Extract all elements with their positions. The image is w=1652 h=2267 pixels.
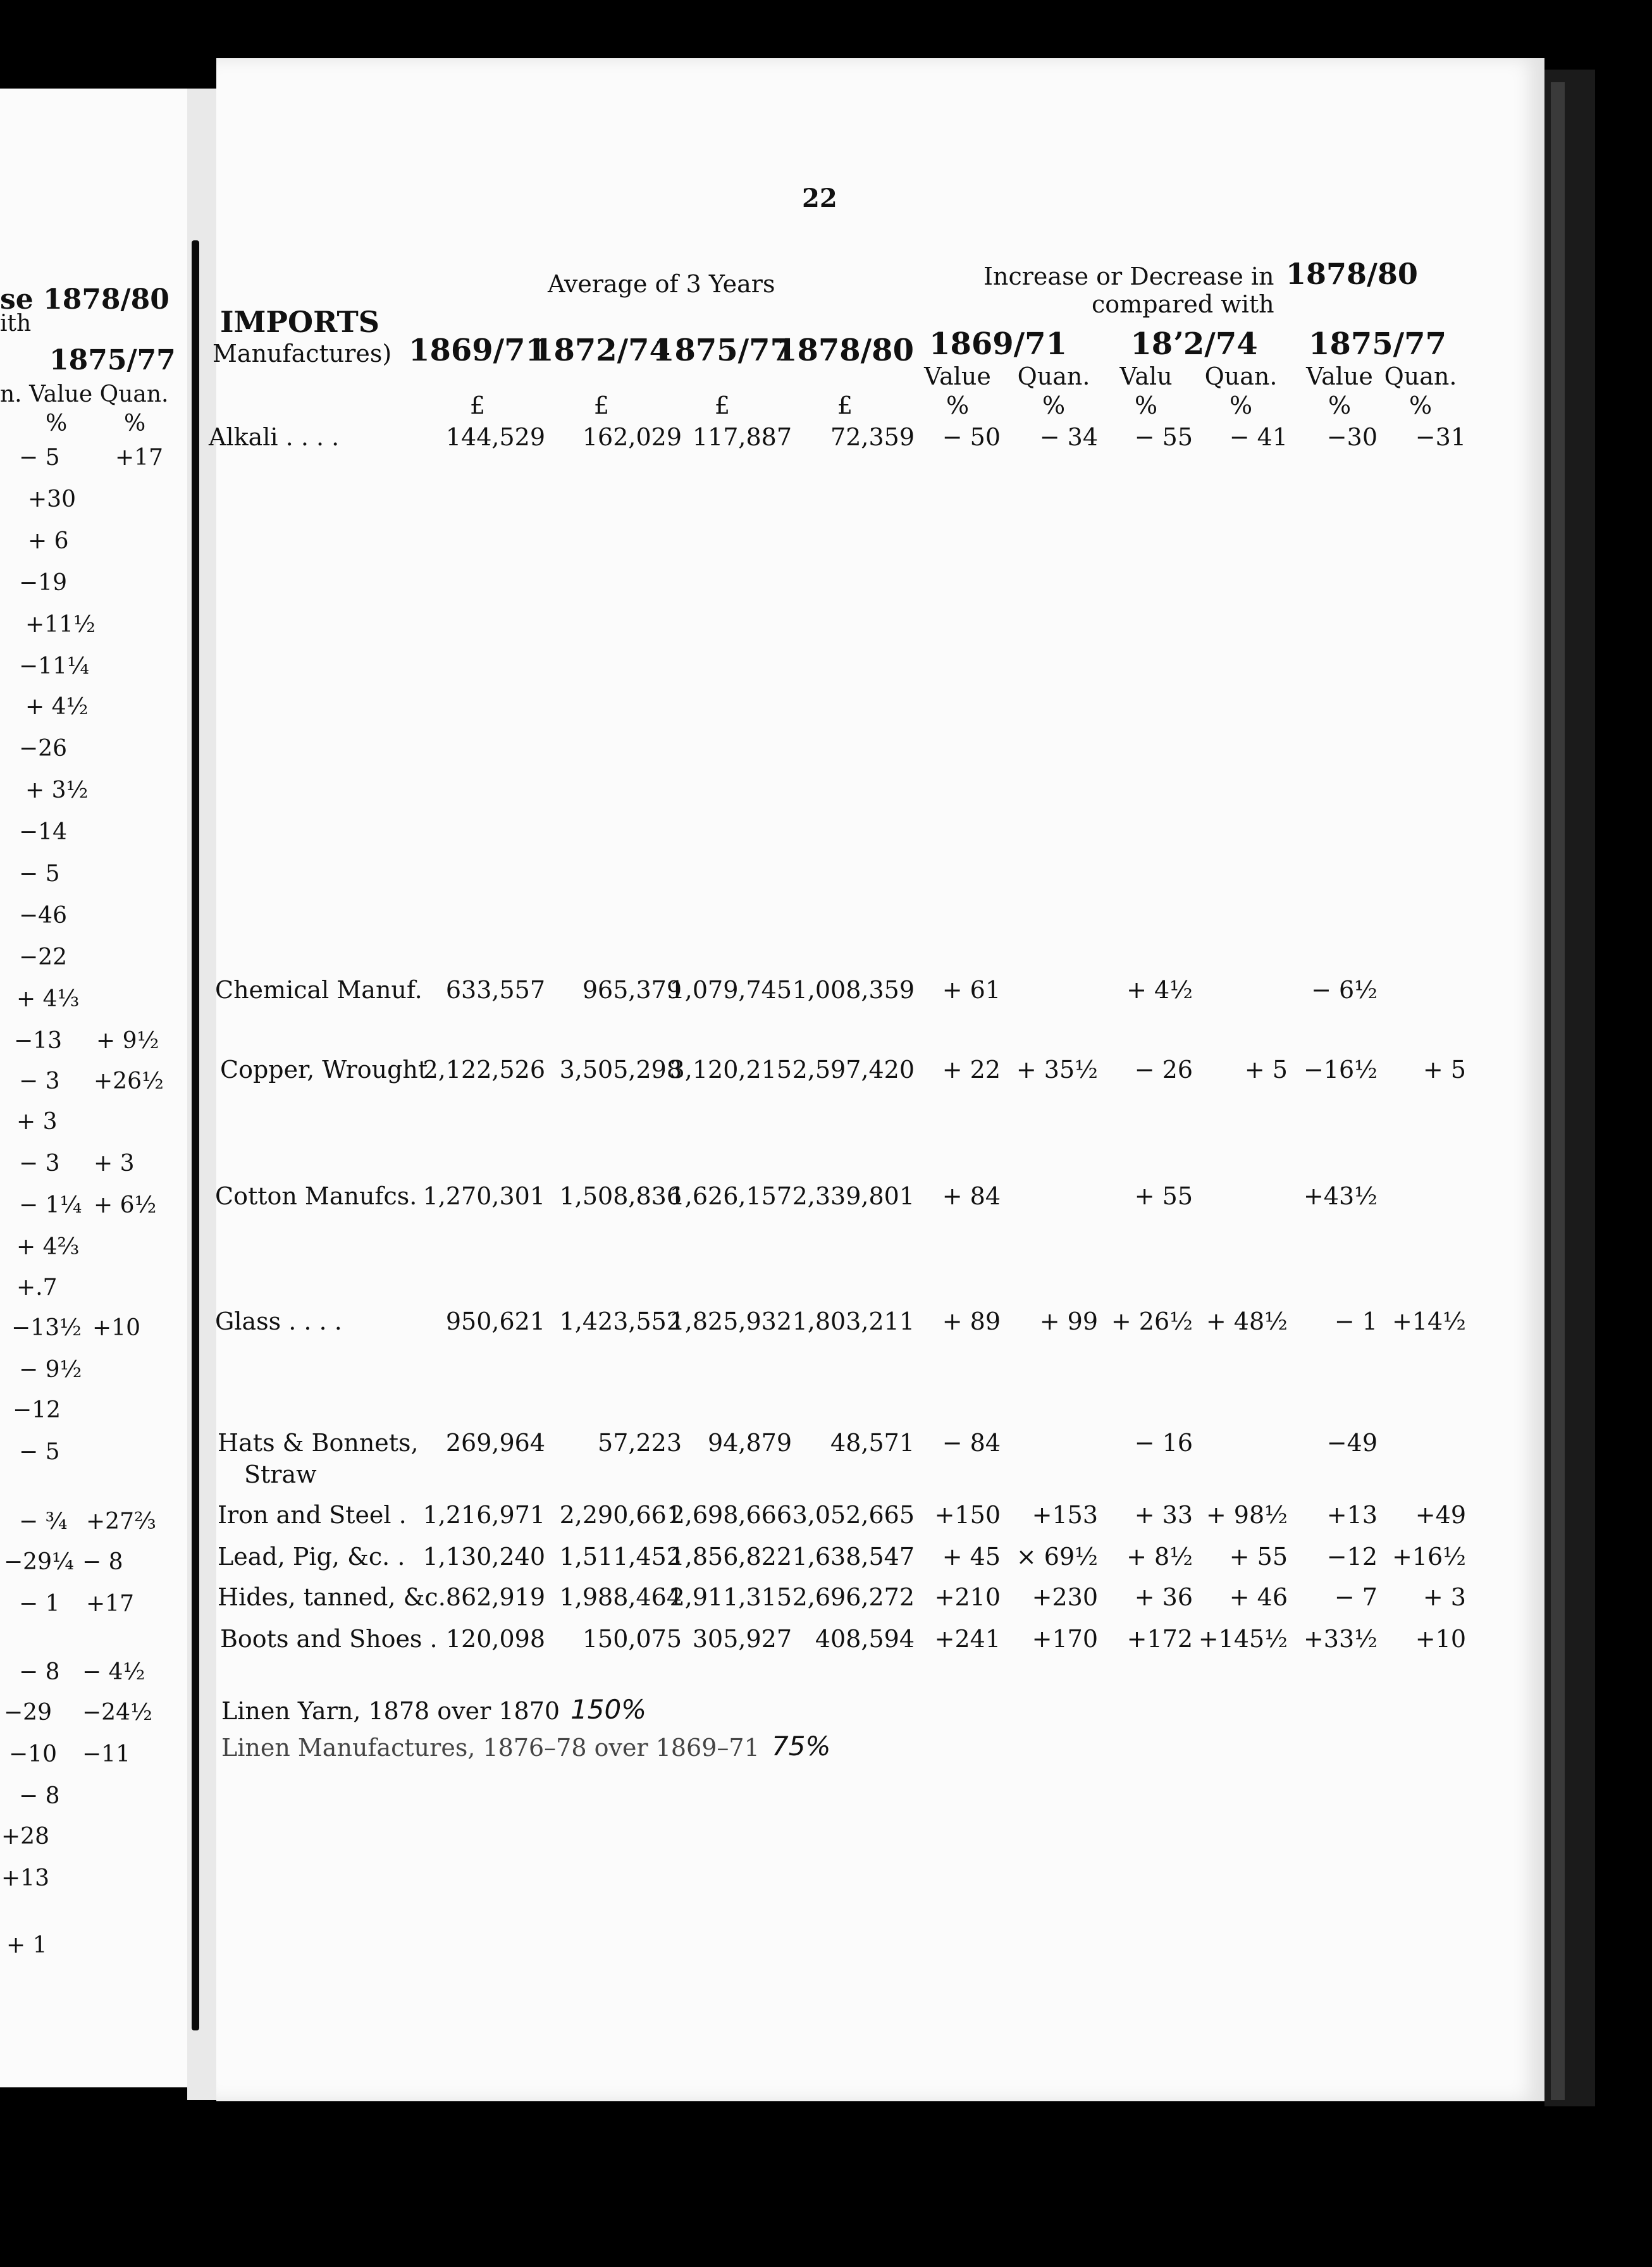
row-value: 1,638,547 (792, 1543, 915, 1571)
row-value: 269,964 (445, 1429, 545, 1457)
value-quan-header: Quan. (1204, 362, 1278, 390)
row-value: 162,029 (582, 423, 682, 451)
row-value: 862,919 (445, 1583, 545, 1611)
row-change: −49 (1326, 1429, 1378, 1457)
row-value: 3,505,298 (559, 1056, 682, 1084)
left-pct-quan: % (124, 411, 146, 436)
left-value: − 8 (19, 1659, 60, 1685)
row-value: 1,626,157 (669, 1182, 792, 1210)
left-value: −11¼ (19, 653, 89, 679)
row-value: 2,122,526 (422, 1056, 545, 1084)
compare-period-header: 1875/77 (1309, 326, 1446, 362)
left-quan: + 6½ (94, 1192, 157, 1218)
row-change: + 48½ (1205, 1307, 1288, 1335)
note-text: Linen Manufactures, 1876–78 over 1869–71 (221, 1734, 760, 1762)
row-value: 57,223 (598, 1429, 682, 1457)
row-change: −16½ (1303, 1056, 1378, 1084)
left-value: − 3 (19, 1068, 60, 1094)
row-value: 2,698,666 (669, 1501, 792, 1529)
row-change: − 6½ (1311, 976, 1378, 1004)
row-change: +43½ (1303, 1182, 1378, 1210)
row-change: +16½ (1391, 1543, 1466, 1571)
value-quan-header: Quan. (1017, 362, 1090, 390)
left-value: +11½ (25, 612, 96, 638)
value-quan-header: Value (1306, 362, 1373, 390)
left-pct-value: % (46, 411, 68, 436)
row-change: +33½ (1303, 1625, 1378, 1653)
row-change: +10 (1415, 1625, 1466, 1653)
left-value: + 4⅓ (16, 986, 80, 1012)
imports-subtitle: Manufactures) (213, 340, 392, 368)
row-change: +210 (934, 1583, 1001, 1611)
row-value: 2,696,272 (792, 1583, 915, 1611)
page-edge-inner (1551, 82, 1565, 2100)
percent-sign: % (1409, 392, 1433, 419)
row-value: 2,290,661 (559, 1501, 682, 1529)
pound-sign: £ (593, 392, 610, 419)
row-label-2: Straw (244, 1461, 317, 1488)
page-number: 22 (802, 183, 837, 213)
left-value: −14 (19, 819, 67, 845)
left-value: +13 (1, 1865, 49, 1891)
percent-sign: % (1134, 392, 1158, 419)
row-value: 94,879 (708, 1429, 792, 1457)
row-change: +170 (1032, 1625, 1098, 1653)
left-value: −26 (19, 736, 67, 762)
left-value: −46 (19, 903, 67, 929)
period-header: 1872/74 (533, 333, 670, 368)
left-value: + 3 (16, 1109, 58, 1135)
binding-thread (192, 240, 199, 2030)
row-value: 48,571 (830, 1429, 915, 1457)
row-change: + 35½ (1016, 1056, 1098, 1084)
row-value: 144,529 (445, 423, 545, 451)
left-value: −13½ (11, 1315, 82, 1341)
left-value: + 4½ (25, 694, 89, 720)
row-value: 305,927 (692, 1625, 792, 1653)
left-quan: − 4½ (82, 1659, 145, 1685)
row-label: Boots and Shoes . (220, 1625, 438, 1653)
percent-sign: % (946, 392, 970, 419)
row-change: +150 (934, 1501, 1001, 1529)
row-label: Lead, Pig, &c. . (218, 1543, 405, 1571)
row-value: 1,270,301 (422, 1182, 545, 1210)
left-value: −12 (13, 1397, 61, 1423)
row-change: + 99 (1039, 1307, 1098, 1335)
row-change: − 84 (942, 1429, 1001, 1457)
row-value: 1,856,822 (669, 1543, 792, 1571)
row-change: + 8½ (1126, 1543, 1193, 1571)
row-value: 950,621 (445, 1307, 545, 1335)
left-value: − 1¼ (19, 1192, 82, 1218)
row-change: − 34 (1039, 423, 1098, 451)
left-value: − 3 (19, 1151, 60, 1177)
left-value: −19 (19, 570, 67, 596)
left-quan: +17 (115, 445, 163, 471)
row-change: + 89 (942, 1307, 1001, 1335)
row-change: −30 (1326, 423, 1378, 451)
row-value: 3,052,665 (792, 1501, 915, 1529)
row-label: Copper, Wrought (220, 1056, 428, 1084)
left-quan: +10 (92, 1315, 140, 1341)
value-quan-header: Quan. (1384, 362, 1457, 390)
row-change: + 55 (1229, 1543, 1288, 1571)
left-value: −10 (9, 1741, 57, 1767)
left-quan: +26½ (94, 1068, 164, 1094)
row-value: 117,887 (692, 423, 792, 451)
left-value: − 5 (19, 861, 60, 887)
row-change: −31 (1415, 423, 1466, 451)
average-label: Average of 3 Years (548, 270, 775, 298)
row-value: 2,339,801 (792, 1182, 915, 1210)
row-change: + 55 (1134, 1182, 1193, 1210)
row-change: − 1 (1334, 1307, 1378, 1335)
value-quan-header: Valu (1119, 362, 1173, 390)
row-change: +230 (1032, 1583, 1098, 1611)
left-header-4: n. Value Quan. (0, 381, 169, 407)
left-quan: −11 (82, 1741, 130, 1767)
left-quan: −24½ (82, 1700, 152, 1726)
row-change: + 4½ (1126, 976, 1193, 1004)
row-change: +14½ (1391, 1307, 1466, 1335)
row-label: Glass . . . . (215, 1307, 342, 1335)
row-value: 2,911,315 (669, 1583, 792, 1611)
row-change: − 16 (1134, 1429, 1193, 1457)
left-value: + 1 (6, 1932, 47, 1958)
row-value: 1,508,836 (559, 1182, 682, 1210)
row-value: 1,803,211 (792, 1307, 915, 1335)
row-label: Iron and Steel . (218, 1501, 407, 1529)
left-value: − 1 (19, 1591, 60, 1617)
row-change: +241 (934, 1625, 1001, 1653)
left-quan: − 8 (82, 1549, 123, 1575)
row-label: Chemical Manuf. (215, 976, 422, 1004)
left-value: − 5 (19, 1439, 60, 1465)
row-change: + 26½ (1111, 1307, 1193, 1335)
pound-sign: £ (714, 392, 730, 419)
percent-sign: % (1328, 392, 1352, 419)
row-change: − 26 (1134, 1056, 1193, 1084)
row-value: 1,008,359 (792, 976, 915, 1004)
compare-period-header: 18ʼ2/74 (1130, 326, 1258, 362)
left-quan: + 3 (94, 1151, 135, 1177)
row-value: 1,423,552 (559, 1307, 682, 1335)
left-value: − 5 (19, 445, 60, 471)
left-quan: +27⅔ (86, 1509, 156, 1535)
row-label: Cotton Manufcs. (215, 1182, 417, 1210)
left-header-2: ith (0, 311, 32, 337)
value-quan-header: Value (924, 362, 991, 390)
row-value: 408,594 (815, 1625, 915, 1653)
pound-sign: £ (469, 392, 486, 419)
compared-label: compared with (1092, 290, 1274, 318)
left-value: − ¾ (19, 1509, 68, 1535)
left-header-1: se 1878/80 (0, 283, 170, 316)
note-handwritten: 75% (772, 1731, 831, 1762)
imports-title: IMPORTS (220, 305, 379, 339)
row-change: − 7 (1334, 1583, 1378, 1611)
left-value: − 8 (19, 1783, 60, 1809)
row-value: 3,120,215 (669, 1056, 792, 1084)
row-change: + 45 (942, 1543, 1001, 1571)
row-value: 120,098 (445, 1625, 545, 1653)
left-value: − 9½ (19, 1357, 82, 1383)
pound-sign: £ (837, 392, 853, 419)
percent-sign: % (1042, 392, 1066, 419)
row-change: +153 (1032, 1501, 1098, 1529)
row-change: × 69½ (1016, 1543, 1098, 1571)
left-value: +28 (1, 1824, 49, 1850)
row-value: 1,988,464 (559, 1583, 682, 1611)
row-change: + 3 (1422, 1583, 1466, 1611)
row-label: Hats & Bonnets, (218, 1429, 419, 1457)
row-change: + 98½ (1205, 1501, 1288, 1529)
left-value: +.7 (16, 1275, 58, 1300)
row-change: +49 (1415, 1501, 1466, 1529)
row-value: 2,597,420 (792, 1056, 915, 1084)
left-value: −13 (14, 1028, 62, 1054)
row-change: +172 (1126, 1625, 1193, 1653)
row-change: + 84 (942, 1182, 1001, 1210)
left-quan: + 9½ (96, 1028, 159, 1054)
row-label: Hides, tanned, &c. (218, 1583, 446, 1611)
row-change: − 41 (1229, 423, 1288, 451)
left-value: −29 (4, 1700, 52, 1726)
left-value: −29¼ (4, 1549, 74, 1575)
row-value: 1,511,452 (559, 1543, 682, 1571)
row-change: − 55 (1134, 423, 1193, 451)
row-value: 1,216,971 (422, 1501, 545, 1529)
row-change: + 5 (1244, 1056, 1288, 1084)
increase-year: 1878/80 (1286, 257, 1418, 291)
row-change: + 36 (1134, 1583, 1193, 1611)
period-header: 1875/77 (653, 333, 791, 368)
row-change: + 46 (1229, 1583, 1288, 1611)
increase-label: Increase or Decrease in (983, 263, 1274, 290)
row-change: + 5 (1422, 1056, 1466, 1084)
left-value: + 6 (28, 528, 69, 554)
row-change: +145½ (1198, 1625, 1288, 1653)
left-header-3: 1875/77 (49, 344, 176, 376)
row-change: +13 (1326, 1501, 1378, 1529)
row-change: + 61 (942, 976, 1001, 1004)
row-change: − 50 (942, 423, 1001, 451)
left-value: −22 (19, 944, 67, 970)
note-text: Linen Yarn, 1878 over 1870 (221, 1697, 560, 1725)
row-value: 633,557 (445, 976, 545, 1004)
row-value: 150,075 (582, 1625, 682, 1653)
row-change: + 22 (942, 1056, 1001, 1084)
row-value: 1,079,745 (669, 976, 792, 1004)
percent-sign: % (1229, 392, 1253, 419)
row-value: 72,359 (830, 423, 915, 451)
row-change: + 33 (1134, 1501, 1193, 1529)
row-value: 1,130,240 (422, 1543, 545, 1571)
left-value: + 4⅔ (16, 1234, 80, 1260)
row-value: 965,379 (582, 976, 682, 1004)
left-value: + 3½ (25, 777, 89, 803)
row-change: −12 (1326, 1543, 1378, 1571)
note-handwritten: 150% (570, 1694, 647, 1725)
left-value: +30 (28, 486, 76, 512)
row-value: 1,825,932 (669, 1307, 792, 1335)
period-header: 1869/71 (409, 333, 546, 368)
period-header: 1878/80 (776, 333, 914, 368)
compare-period-header: 1869/71 (929, 326, 1067, 362)
left-quan: +17 (86, 1591, 134, 1617)
row-label: Alkali . . . . (209, 423, 340, 451)
